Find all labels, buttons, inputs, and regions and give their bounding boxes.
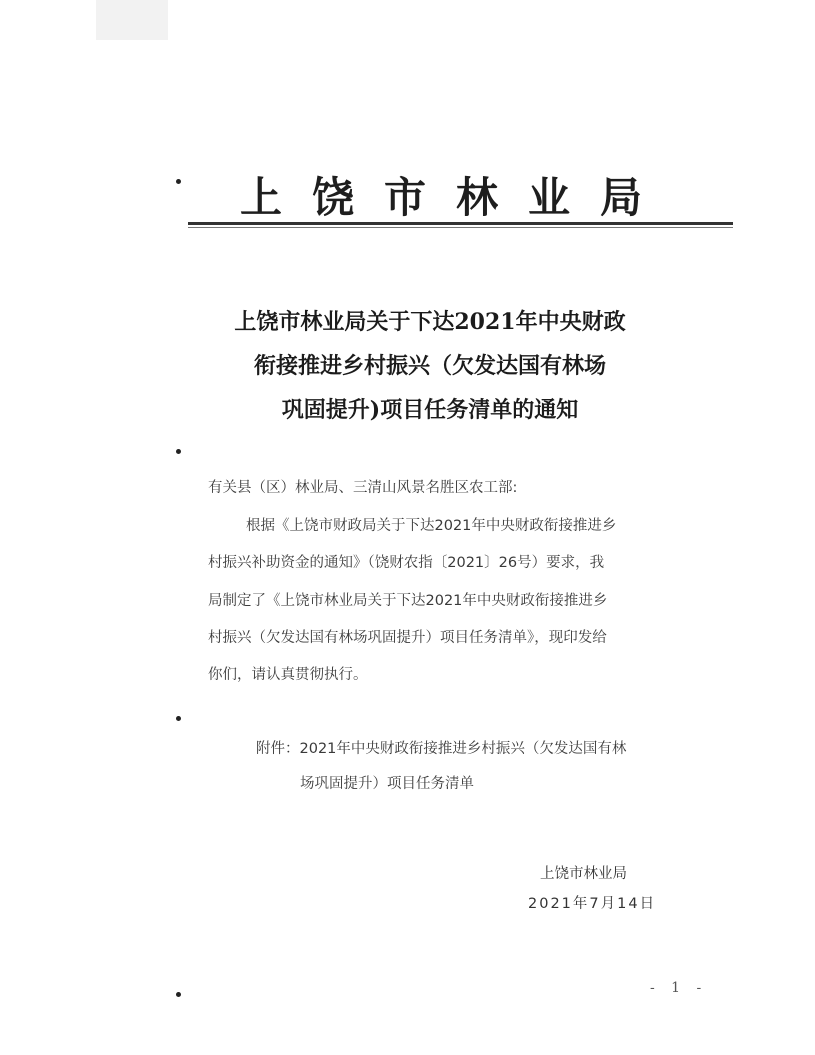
scan-artifact [96,0,168,40]
binding-hole-mark [176,992,181,997]
body-line: 村振兴（欠发达国有林场巩固提升）项目任务清单》，现印发给 [208,630,607,646]
title-line: 巩固提升)项目任务清单的通知 [281,397,579,423]
binding-hole-mark [176,179,181,184]
signature-date: 2021年7月14日 [528,896,657,912]
letterhead-rule [188,222,733,225]
salutation: 有关县（区）林业局、三清山风景名胜区农工部: [208,480,518,496]
body-line: 你们，请认真贯彻执行。 [208,667,368,683]
letterhead-rule-thin [188,227,733,228]
binding-hole-mark [176,449,181,454]
body-line: 局制定了《上饶市林业局关于下达2021年中央财政衔接推进乡 [208,593,608,609]
document-title [150,300,710,432]
signature-organization: 上饶市林业局 [540,866,627,882]
letterhead: 上饶市林业局 [240,173,673,222]
page-number: - 1 - [650,980,708,996]
body-line: 村振兴补助资金的通知》（饶财农指〔2021〕26号）要求，我 [208,555,605,571]
body-line: 根据《上饶市财政局关于下达2021年中央财政衔接推进乡 [246,518,617,534]
title-line: 上饶市林业局关于下达2021年中央财政 [234,309,626,335]
title-line: 衔接推进乡村振兴（欠发达国有林场 [253,353,606,379]
attachment-line: 附件：2021年中央财政衔接推进乡村振兴（欠发达国有林 [256,741,627,757]
binding-hole-mark [176,716,181,721]
attachment-line: 场巩固提升）项目任务清单 [300,776,474,792]
